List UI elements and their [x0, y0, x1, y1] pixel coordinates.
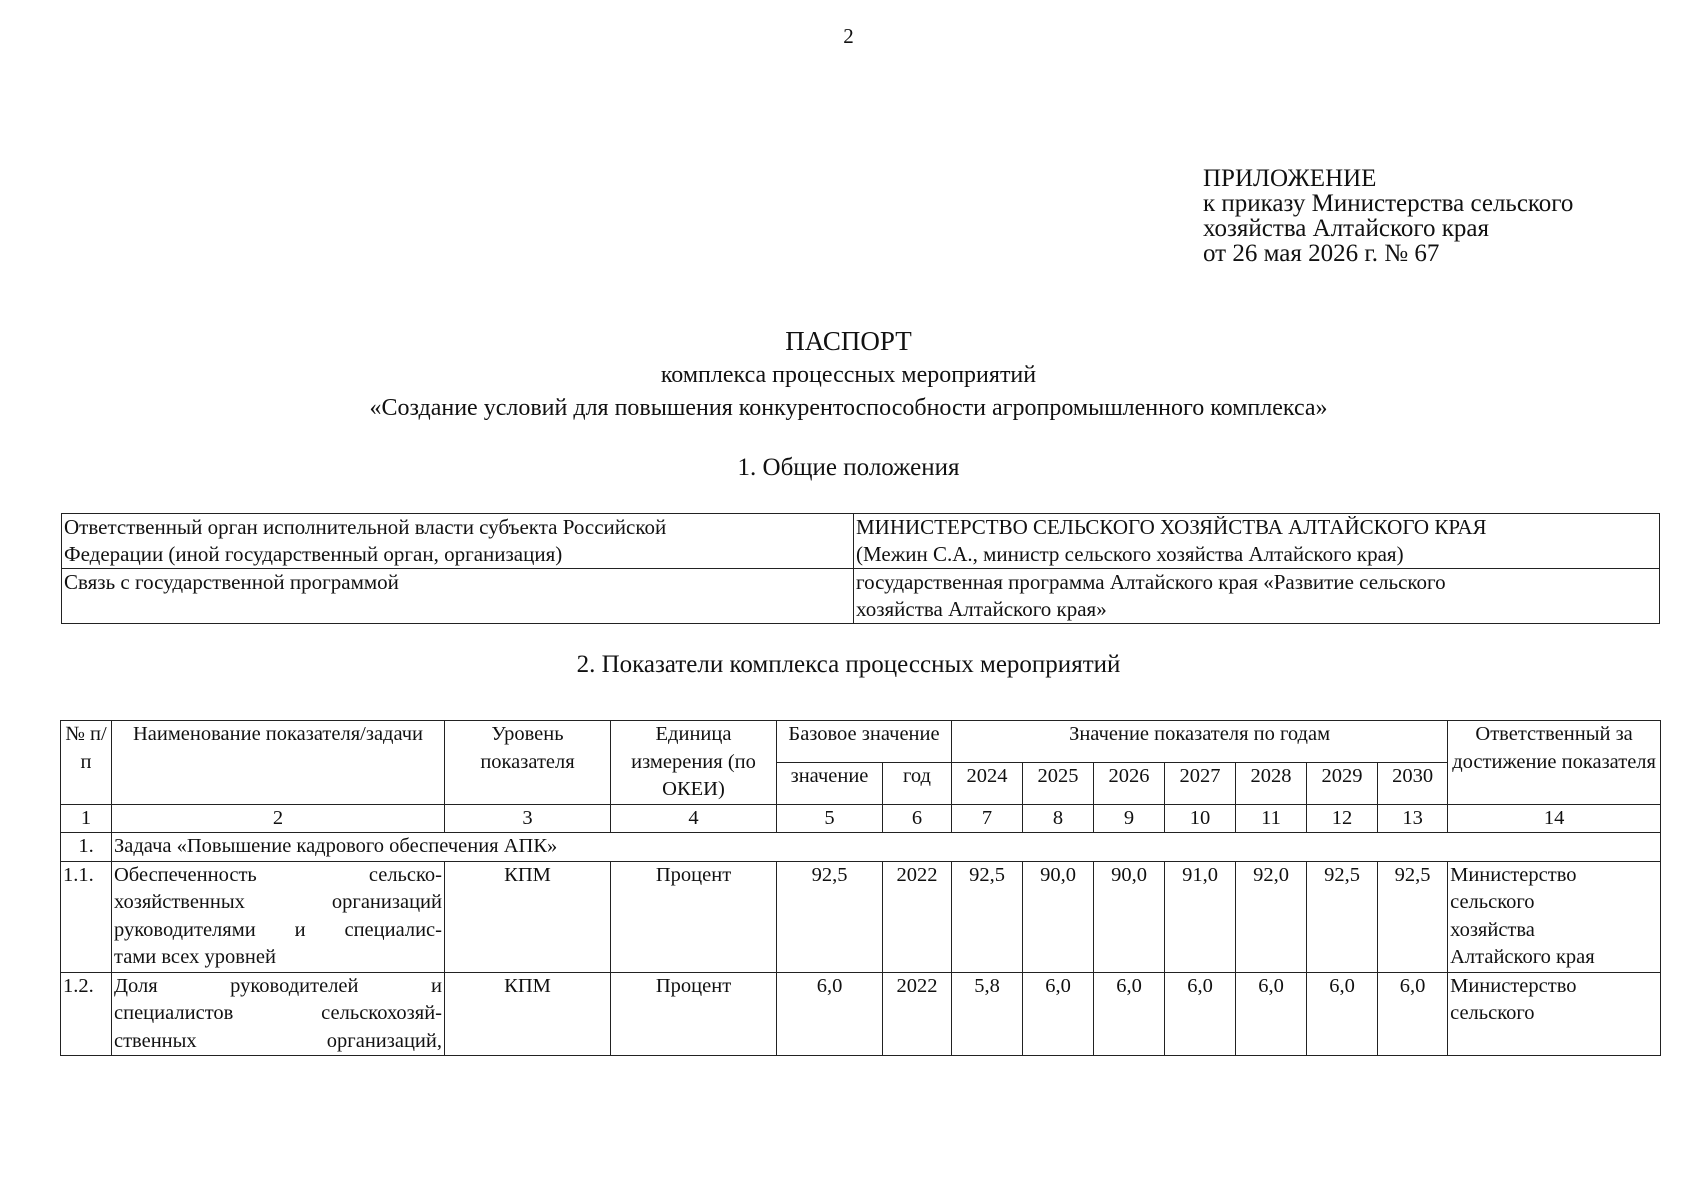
indicator-value: 6,0: [1165, 972, 1236, 1056]
indicator-level: КПМ: [445, 972, 611, 1056]
task-row: [61, 833, 1661, 862]
indicators-table: [60, 720, 1661, 1056]
header-level: Уровень показателя: [445, 721, 611, 805]
cell-line: сельского: [1450, 1002, 1535, 1024]
table-cell: [854, 514, 1660, 569]
table-row: [62, 569, 1660, 624]
table-row: [61, 861, 1661, 972]
column-number: 9: [1094, 804, 1165, 833]
cell-line: Связь с государственной программой: [64, 570, 399, 594]
header-base-value: значение: [777, 762, 883, 804]
cell-line: хозяйства: [1450, 918, 1535, 941]
indicator-value: 92,5: [1307, 861, 1378, 972]
appendix-title: ПРИЛОЖЕНИЕ: [1203, 165, 1377, 192]
cell-line: Федерации (иной государственный орган, организация): [64, 542, 563, 566]
indicator-value: 6,0: [1378, 972, 1448, 1056]
header-year: 2026: [1094, 762, 1165, 804]
column-number: 2: [112, 804, 445, 833]
indicator-value: 92,5: [952, 861, 1023, 972]
cell-line: специалистов сельскохозяй-: [114, 1002, 442, 1024]
indicator-value: 92,5: [1378, 861, 1448, 972]
header-unit: Единица измерения (по ОКЕИ): [611, 721, 777, 805]
column-number: 3: [445, 804, 611, 833]
cell-line: сельского: [1450, 891, 1535, 913]
indicator-unit: Процент: [611, 861, 777, 972]
passport-title: ПАСПОРТ: [785, 326, 912, 356]
indicator-responsible: [1448, 972, 1661, 1056]
cell-line: Ответственный орган исполнительной власти субъекта Российской: [64, 515, 667, 539]
cell-line: хозяйства Алтайского края»: [856, 597, 1107, 621]
indicator-unit: Процент: [611, 972, 777, 1056]
cell-line: ственных организаций,: [114, 1029, 442, 1052]
appendix-block: [1203, 166, 1573, 266]
section-heading: 2. Показатели комплекса процессных мероприятий: [576, 651, 1121, 678]
header-year: 2029: [1307, 762, 1378, 804]
column-number: 5: [777, 804, 883, 833]
indicator-value: 6,0: [1094, 972, 1165, 1056]
header-years-group: Значение показателя по годам: [952, 721, 1448, 763]
indicator-value: 90,0: [1023, 861, 1094, 972]
table-cell: [62, 514, 854, 569]
header-num: № п/п: [61, 721, 112, 805]
cell-line: государственная программа Алтайского края «Развитие сельского: [856, 570, 1446, 594]
cell-line: руководителями и специалис-: [114, 918, 442, 941]
cell-line: тами всех уровней: [114, 946, 276, 968]
header-row: [61, 721, 1661, 763]
indicator-level: КПМ: [445, 861, 611, 972]
cell-line: Алтайского края: [1450, 946, 1595, 968]
table-cell: [854, 569, 1660, 624]
indicator-responsible: [1448, 861, 1661, 972]
indicator-name: [112, 861, 445, 972]
cell-line: Обеспеченность сельско-: [114, 863, 442, 886]
column-number: 13: [1378, 804, 1448, 833]
section-heading: 1. Общие положения: [737, 454, 960, 481]
indicator-value: 6,0: [1236, 972, 1307, 1056]
header-base-year: год: [883, 762, 952, 804]
indicator-value: 92,0: [1236, 861, 1307, 972]
appendix-line: к приказу Министерства сельского: [1203, 190, 1574, 217]
column-number: 1: [61, 804, 112, 833]
indicator-num: 1.1.: [61, 861, 112, 972]
header-base: Базовое значение: [777, 721, 952, 763]
table-row: [62, 514, 1660, 569]
appendix-line: хозяйства Алтайского края: [1203, 215, 1489, 242]
passport-subtitle: «Создание условий для повышения конкурентоспособности агропромышленного комплекса»: [369, 395, 1328, 421]
column-number: 7: [952, 804, 1023, 833]
header-year: 2027: [1165, 762, 1236, 804]
table-cell: [62, 569, 854, 624]
header-name: Наименование показателя/задачи: [112, 721, 445, 805]
indicator-num: 1.2.: [61, 972, 112, 1056]
cell-line: (Межин С.А., министр сельского хозяйства Алтайского края): [856, 542, 1404, 566]
indicator-name: [112, 972, 445, 1056]
indicator-value: 91,0: [1165, 861, 1236, 972]
general-provisions-table: [61, 513, 1660, 624]
column-number: 10: [1165, 804, 1236, 833]
cell-line: Доля руководителей и: [114, 974, 442, 997]
cell-line: Министерство: [1450, 863, 1577, 886]
header-year: 2030: [1378, 762, 1448, 804]
page-number: 2: [843, 24, 854, 48]
indicator-base-year: 2022: [883, 861, 952, 972]
header-responsible: Ответственный за достижение показателя: [1448, 721, 1661, 805]
indicator-base-year: 2022: [883, 972, 952, 1056]
appendix-line: от 26 мая 2026 г. № 67: [1203, 240, 1440, 267]
indicator-value: 5,8: [952, 972, 1023, 1056]
cell-line: Министерство: [1450, 974, 1577, 997]
header-year: 2025: [1023, 762, 1094, 804]
indicator-base-value: 6,0: [777, 972, 883, 1056]
passport-subtitle: комплекса процессных мероприятий: [660, 362, 1037, 388]
task-text: Задача «Повышение кадрового обеспечения АПК»: [112, 833, 1661, 862]
cell-line: МИНИСТЕРСТВО СЕЛЬСКОГО ХОЗЯЙСТВА АЛТАЙСКОГО КРАЯ: [856, 515, 1487, 539]
header-year: 2024: [952, 762, 1023, 804]
indicator-base-value: 92,5: [777, 861, 883, 972]
column-number: 8: [1023, 804, 1094, 833]
column-number: 11: [1236, 804, 1307, 833]
column-number-row: [61, 804, 1661, 833]
column-number: 4: [611, 804, 777, 833]
column-number: 14: [1448, 804, 1661, 833]
column-number: 6: [883, 804, 952, 833]
indicator-value: 90,0: [1094, 861, 1165, 972]
task-num: 1.: [61, 833, 112, 862]
indicator-value: 6,0: [1023, 972, 1094, 1056]
column-number: 12: [1307, 804, 1378, 833]
cell-line: хозяйственных организаций: [114, 891, 442, 913]
header-year: 2028: [1236, 762, 1307, 804]
indicator-value: 6,0: [1307, 972, 1378, 1056]
table-row: [61, 972, 1661, 1056]
